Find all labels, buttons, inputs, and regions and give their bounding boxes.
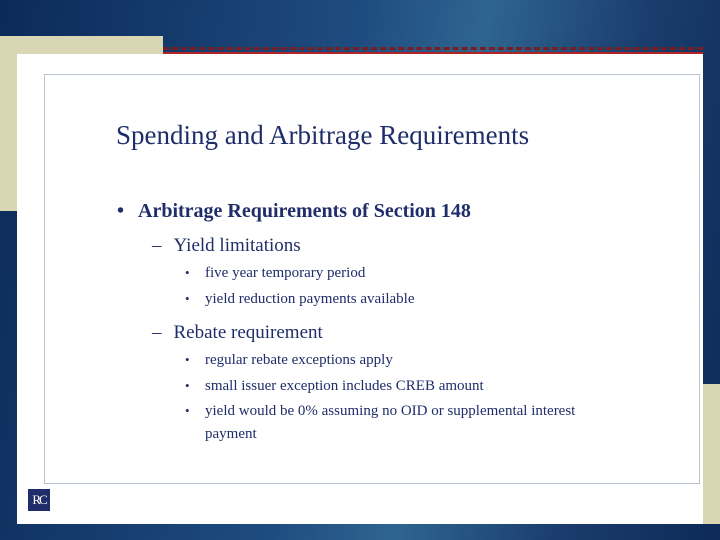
slide-title: Spending and Arbitrage Requirements <box>116 120 530 150</box>
main-bullet-text: Arbitrage Requirements of Section 148 <box>138 200 471 222</box>
bullet-dot: • <box>117 200 125 222</box>
list-item-text: yield would be 0% assuming no OID or supplemental interest <box>205 403 576 419</box>
list-item-text: regular rebate exceptions apply <box>205 352 393 368</box>
sub-bullet-label: Yield limitations <box>173 235 301 256</box>
sub-bullet-label: Rebate requirement <box>173 322 323 343</box>
list-item-text: payment <box>205 426 257 442</box>
bullet-dot: • <box>185 291 190 306</box>
list-item-text: yield reduction payments available <box>205 291 415 307</box>
bullet-dot: • <box>185 352 190 367</box>
bullet-dot: • <box>185 265 190 280</box>
bullet-dot: • <box>185 378 190 393</box>
bullet-dot: • <box>185 403 190 418</box>
dash-marker: – <box>152 322 162 343</box>
decor-dashed-rule <box>163 47 703 50</box>
company-logo: RC <box>28 489 50 511</box>
sub-bullet-rebate <box>152 322 323 344</box>
main-bullet <box>117 200 471 223</box>
sub-bullet-yield <box>152 235 301 257</box>
dash-marker: – <box>152 235 162 256</box>
list-item-text: small issuer exception includes CREB amount <box>205 378 484 394</box>
list-item-text: five year temporary period <box>205 265 366 281</box>
